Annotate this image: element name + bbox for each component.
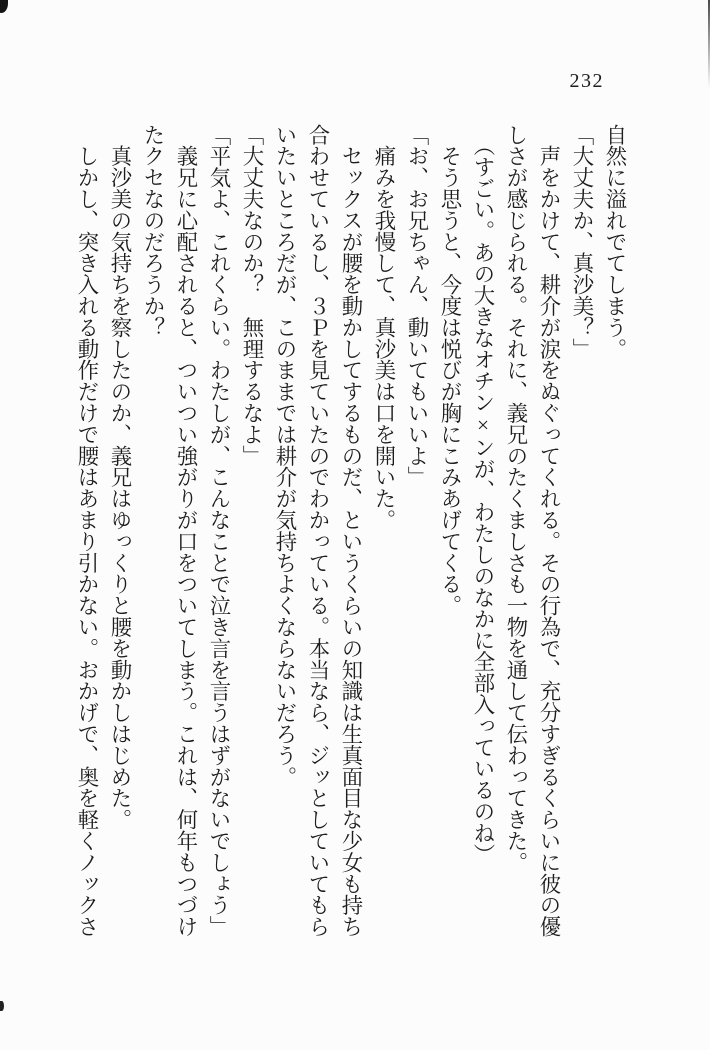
text-line: 自然に溢れでてしまう。 xyxy=(603,124,627,360)
text-line: しさが感じられる。それに、義兄のたくましさも一物を通して伝わってきた。 xyxy=(504,124,528,873)
text-line: たクセなのだろうか？ xyxy=(141,124,165,338)
text-line: （すごい。あの大きなオチン×ンが、わたしのなかに全部入っているのね） xyxy=(471,124,495,865)
text-line: セックスが腰を動かしてするものだ、というくらいの知識は生真面目な少女も持ち xyxy=(339,124,363,938)
text-line: 義兄に心配されると、ついつい強がりが口をついてしまう。これは、何年もつづけ xyxy=(174,124,198,938)
page-number: 232 xyxy=(569,70,604,92)
text-line: 真沙美の気持ちを察したのか、義兄はゆっくりと腰を動かしはじめた。 xyxy=(108,124,132,831)
text-line: 合わせているし、３Ｐを見ていたのでわかっている。本当なら、ジッとしていてもら xyxy=(306,124,330,938)
scan-artifact-top-left xyxy=(0,0,8,13)
text-line: 声をかけて、耕介が涙をぬぐってくれる。その行為で、充分すぎるくらいに彼の優 xyxy=(537,124,561,938)
text-line: 「大丈夫か、真沙美？」 xyxy=(570,124,594,360)
text-line: しかし、突き入れる動作だけで腰はあまり引かない。おかげで、奥を軽くノックさ xyxy=(75,124,99,938)
text-line: 「平気よ、これくらい。わたしが、こんなことで泣き言を言うはずがないでしょう」 xyxy=(207,124,231,938)
text-line: いたいところだが、このままでは耕介が気持ちよくならないだろう。 xyxy=(273,124,297,788)
scan-artifact-left-edge xyxy=(0,1001,4,1011)
text-line: そう思うと、今度は悦びが胸にこみあげてくる。 xyxy=(438,124,462,617)
text-line: 痛みを我慢して、真沙美は口を開いた。 xyxy=(372,124,396,531)
text-line: 「お、お兄ちゃん、動いてもいいよ」 xyxy=(405,124,429,488)
text-line: 「大丈夫なのか？ 無理するなよ」 xyxy=(240,124,264,467)
page-text xyxy=(70,124,631,946)
